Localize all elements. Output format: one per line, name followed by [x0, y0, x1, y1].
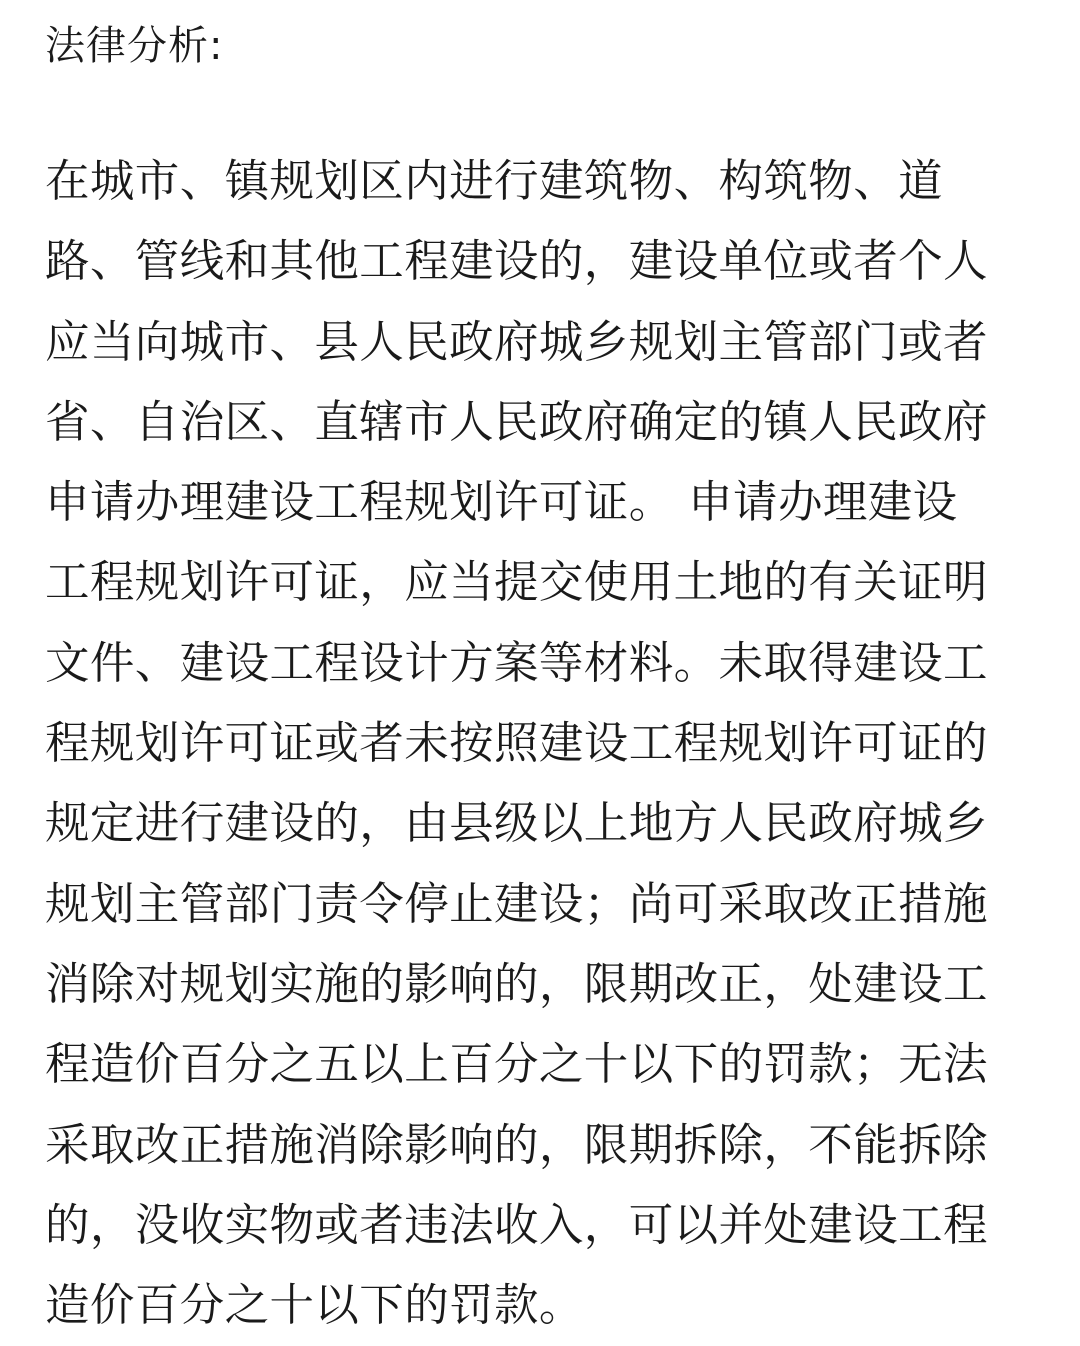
- body-line: 申请办理建设工程规划许可证。 申请办理建设: [45, 477, 958, 529]
- body-line: 工程规划许可证，应当提交使用土地的有关证明: [45, 557, 988, 609]
- article-body: [45, 142, 1040, 1346]
- body-line: 程造价百分之五以上百分之十以下的罚款；无法: [45, 1039, 988, 1091]
- body-line: 的，没收实物或者违法收入，可以并处建设工程: [45, 1199, 988, 1251]
- body-line: 消除对规划实施的影响的，限期改正，处建设工: [45, 958, 988, 1010]
- body-line: 规划主管部门责令停止建设；尚可采取改正措施: [45, 878, 988, 930]
- body-line: 路、管线和其他工程建设的，建设单位或者个人: [45, 236, 988, 288]
- body-line: 应当向城市、县人民政府城乡规划主管部门或者: [45, 316, 988, 368]
- section-heading: 法律分析:: [45, 23, 224, 69]
- body-line: 程规划许可证或者未按照建设工程规划许可证的: [45, 718, 988, 770]
- body-line: 省、自治区、直辖市人民政府确定的镇人民政府: [45, 396, 988, 448]
- body-line: 造价百分之十以下的罚款。: [45, 1280, 584, 1332]
- legal-analysis-article: [45, 18, 1040, 1346]
- body-line: 规定进行建设的，由县级以上地方人民政府城乡: [45, 798, 988, 850]
- body-line: 文件、建设工程设计方案等材料。未取得建设工: [45, 637, 988, 689]
- body-line: 采取改正措施消除影响的，限期拆除，不能拆除: [45, 1119, 988, 1171]
- body-line: 在城市、镇规划区内进行建筑物、构筑物、道: [45, 156, 944, 207]
